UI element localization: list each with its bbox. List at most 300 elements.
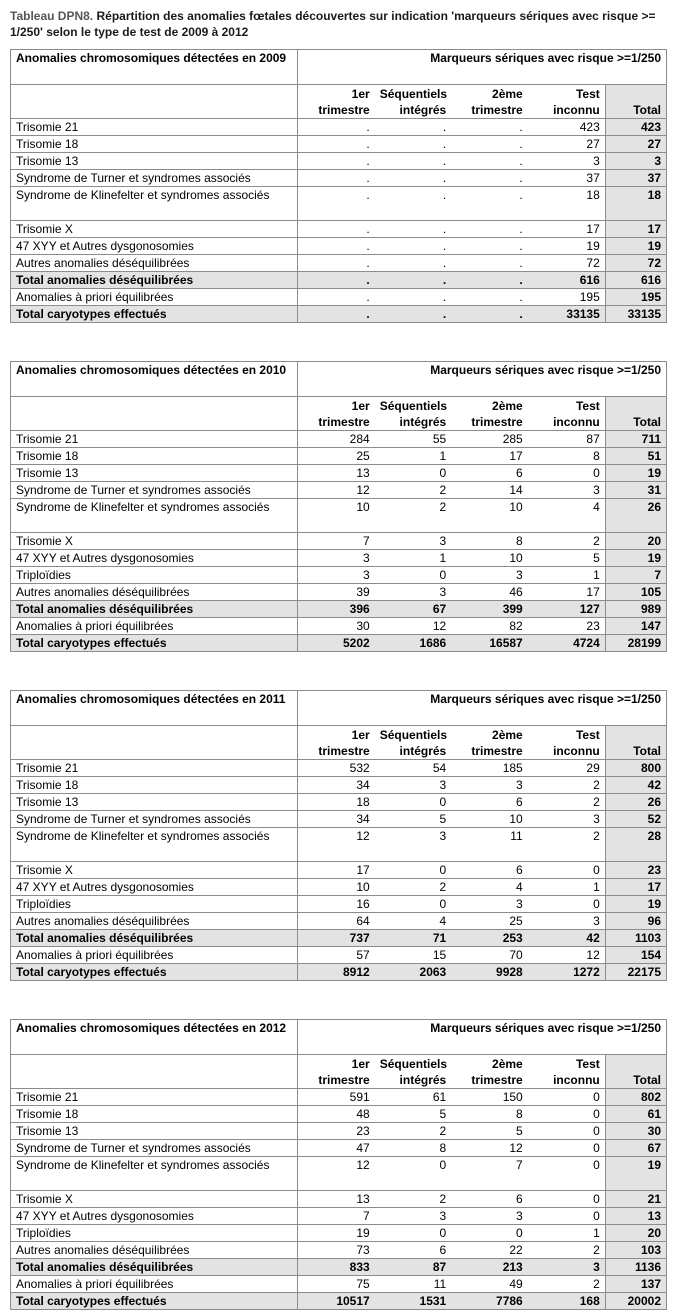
value-cell: 0: [451, 1225, 528, 1242]
value-cell: 25: [297, 448, 375, 465]
empty-header-cell: [11, 1055, 298, 1089]
column-header: Total: [605, 85, 666, 119]
row-label: Total anomalies déséquilibrées: [11, 601, 298, 618]
row-label: Anomalies à priori équilibrées: [11, 1276, 298, 1293]
value-cell: 0: [375, 465, 452, 482]
value-cell: .: [451, 187, 528, 221]
value-cell: 616: [528, 272, 606, 289]
total-cell: 1136: [605, 1259, 666, 1276]
row-label: Trisomie X: [11, 533, 298, 550]
table-row: [11, 272, 667, 289]
row-label: Total anomalies déséquilibrées: [11, 272, 298, 289]
table-row: [11, 828, 667, 862]
total-cell: 137: [605, 1276, 666, 1293]
row-label: Trisomie 21: [11, 760, 298, 777]
total-cell: 19: [605, 465, 666, 482]
total-cell: 26: [605, 794, 666, 811]
value-cell: 27: [528, 136, 606, 153]
value-cell: 10: [451, 499, 528, 533]
table-row: [11, 811, 667, 828]
total-cell: 37: [605, 170, 666, 187]
value-cell: 61: [375, 1089, 452, 1106]
header-row: [11, 362, 667, 397]
value-cell: 195: [528, 289, 606, 306]
value-cell: 3: [528, 1259, 606, 1276]
value-cell: 5: [451, 1123, 528, 1140]
row-label: Syndrome de Klinefelter et syndromes associés: [11, 1157, 298, 1191]
total-cell: 19: [605, 238, 666, 255]
value-cell: 6: [451, 794, 528, 811]
table-row: [11, 289, 667, 306]
value-cell: 6: [451, 1191, 528, 1208]
row-label: Trisomie 18: [11, 448, 298, 465]
table-row: [11, 431, 667, 448]
row-label: Trisomie 21: [11, 431, 298, 448]
value-cell: 75: [297, 1276, 375, 1293]
total-cell: 19: [605, 896, 666, 913]
value-cell: 10: [451, 811, 528, 828]
value-cell: 2: [528, 1276, 606, 1293]
value-cell: 23: [297, 1123, 375, 1140]
value-cell: .: [375, 306, 452, 323]
total-cell: 31: [605, 482, 666, 499]
value-cell: 396: [297, 601, 375, 618]
row-label: Trisomie 13: [11, 794, 298, 811]
value-cell: 73: [297, 1242, 375, 1259]
table-row: [11, 1225, 667, 1242]
value-cell: .: [297, 272, 375, 289]
column-header: Total: [605, 1055, 666, 1089]
value-cell: 591: [297, 1089, 375, 1106]
column-header-row: [11, 85, 667, 119]
value-cell: 29: [528, 760, 606, 777]
total-cell: 17: [605, 879, 666, 896]
column-header: Séquentiels intégrés: [375, 85, 452, 119]
value-cell: 1686: [375, 635, 452, 652]
value-cell: 12: [297, 828, 375, 862]
value-cell: 2: [528, 777, 606, 794]
value-cell: 16587: [451, 635, 528, 652]
value-cell: 8: [375, 1140, 452, 1157]
row-label: Trisomie 13: [11, 153, 298, 170]
value-cell: 1: [528, 567, 606, 584]
total-cell: 22175: [605, 964, 666, 981]
column-header-row: [11, 726, 667, 760]
value-cell: 4: [528, 499, 606, 533]
value-cell: 127: [528, 601, 606, 618]
empty-header-cell: [11, 397, 298, 431]
row-label: Total caryotypes effectués: [11, 635, 298, 652]
value-cell: 737: [297, 930, 375, 947]
value-cell: 399: [451, 601, 528, 618]
table-row: [11, 777, 667, 794]
value-cell: 15: [375, 947, 452, 964]
row-label: Trisomie 18: [11, 1106, 298, 1123]
value-cell: 3: [528, 153, 606, 170]
column-header: Test inconnu: [528, 397, 606, 431]
value-cell: 150: [451, 1089, 528, 1106]
table-row: [11, 618, 667, 635]
total-cell: 42: [605, 777, 666, 794]
row-label: Triploïdies: [11, 567, 298, 584]
total-cell: 23: [605, 862, 666, 879]
row-label: Trisomie X: [11, 1191, 298, 1208]
table-row: [11, 794, 667, 811]
value-cell: 7: [297, 533, 375, 550]
value-cell: 3: [297, 550, 375, 567]
table-row: [11, 1259, 667, 1276]
row-label: Trisomie 18: [11, 777, 298, 794]
value-cell: 0: [528, 465, 606, 482]
total-cell: 96: [605, 913, 666, 930]
value-cell: 0: [375, 896, 452, 913]
total-cell: 103: [605, 1242, 666, 1259]
total-cell: 18: [605, 187, 666, 221]
value-cell: 12: [451, 1140, 528, 1157]
table-row: [11, 499, 667, 533]
value-cell: 18: [297, 794, 375, 811]
value-cell: 71: [375, 930, 452, 947]
row-label: Trisomie 13: [11, 1123, 298, 1140]
row-label: Trisomie 13: [11, 465, 298, 482]
value-cell: 48: [297, 1106, 375, 1123]
value-cell: .: [451, 221, 528, 238]
group-header: Marqueurs sériques avec risque >=1/250: [297, 362, 666, 397]
table-row: [11, 482, 667, 499]
value-cell: .: [297, 221, 375, 238]
row-label: Total anomalies déséquilibrées: [11, 1259, 298, 1276]
table-row: [11, 635, 667, 652]
value-cell: .: [297, 255, 375, 272]
value-cell: 3: [375, 777, 452, 794]
value-cell: 10: [451, 550, 528, 567]
total-cell: 30: [605, 1123, 666, 1140]
table-row: [11, 1123, 667, 1140]
value-cell: 0: [528, 1208, 606, 1225]
value-cell: 12: [297, 1157, 375, 1191]
value-cell: 5: [528, 550, 606, 567]
total-cell: 154: [605, 947, 666, 964]
value-cell: 8: [451, 1106, 528, 1123]
value-cell: 2: [528, 828, 606, 862]
total-cell: 20: [605, 1225, 666, 1242]
row-label: Syndrome de Klinefelter et syndromes associés: [11, 828, 298, 862]
table-row: [11, 1157, 667, 1191]
value-cell: 1: [375, 550, 452, 567]
value-cell: 2: [528, 533, 606, 550]
total-cell: 28: [605, 828, 666, 862]
value-cell: 11: [375, 1276, 452, 1293]
value-cell: 0: [375, 1157, 452, 1191]
value-cell: 16: [297, 896, 375, 913]
table-row: [11, 964, 667, 981]
value-cell: 2: [375, 499, 452, 533]
value-cell: 33135: [528, 306, 606, 323]
row-label: Syndrome de Turner et syndromes associés: [11, 170, 298, 187]
table-row: [11, 465, 667, 482]
value-cell: 1: [375, 448, 452, 465]
column-header: 2ème trimestre: [451, 726, 528, 760]
value-cell: 46: [451, 584, 528, 601]
value-cell: .: [375, 272, 452, 289]
column-header: Test inconnu: [528, 726, 606, 760]
value-cell: 2: [375, 879, 452, 896]
row-label: Anomalies à priori équilibrées: [11, 618, 298, 635]
table-heading: Anomalies chromosomiques détectées en 2011: [11, 691, 298, 726]
table-2009: [10, 49, 667, 323]
table-row: [11, 947, 667, 964]
value-cell: 34: [297, 777, 375, 794]
column-header: 2ème trimestre: [451, 85, 528, 119]
value-cell: 30: [297, 618, 375, 635]
table-row: [11, 862, 667, 879]
table-heading: Anomalies chromosomiques détectées en 2012: [11, 1020, 298, 1055]
value-cell: 1: [528, 1225, 606, 1242]
value-cell: .: [375, 119, 452, 136]
column-header-row: [11, 397, 667, 431]
value-cell: 2: [375, 1123, 452, 1140]
value-cell: .: [297, 153, 375, 170]
row-label: Syndrome de Klinefelter et syndromes associés: [11, 499, 298, 533]
total-cell: 802: [605, 1089, 666, 1106]
value-cell: .: [375, 153, 452, 170]
table-row: [11, 119, 667, 136]
value-cell: 168: [528, 1293, 606, 1310]
total-cell: 616: [605, 272, 666, 289]
value-cell: 0: [528, 862, 606, 879]
value-cell: 13: [297, 465, 375, 482]
value-cell: 3: [375, 533, 452, 550]
table-row: [11, 760, 667, 777]
total-cell: 989: [605, 601, 666, 618]
table-heading: Anomalies chromosomiques détectées en 2010: [11, 362, 298, 397]
value-cell: .: [297, 289, 375, 306]
value-cell: 0: [528, 1106, 606, 1123]
total-cell: 67: [605, 1140, 666, 1157]
value-cell: 87: [375, 1259, 452, 1276]
table-2011: [10, 690, 667, 981]
column-header: Séquentiels intégrés: [375, 726, 452, 760]
value-cell: 213: [451, 1259, 528, 1276]
total-cell: 51: [605, 448, 666, 465]
table-row: [11, 255, 667, 272]
value-cell: 42: [528, 930, 606, 947]
value-cell: 3: [375, 584, 452, 601]
value-cell: 57: [297, 947, 375, 964]
row-label: Triploïdies: [11, 896, 298, 913]
total-cell: 52: [605, 811, 666, 828]
total-cell: 105: [605, 584, 666, 601]
column-header: 1er trimestre: [297, 1055, 375, 1089]
table-row: [11, 1140, 667, 1157]
group-header: Marqueurs sériques avec risque >=1/250: [297, 691, 666, 726]
table-row: [11, 153, 667, 170]
table-heading: Anomalies chromosomiques détectées en 2009: [11, 50, 298, 85]
row-label: Syndrome de Turner et syndromes associés: [11, 482, 298, 499]
row-label: Total caryotypes effectués: [11, 306, 298, 323]
row-label: 47 XYY et Autres dysgonosomies: [11, 238, 298, 255]
column-header: 1er trimestre: [297, 85, 375, 119]
column-header: Test inconnu: [528, 1055, 606, 1089]
total-cell: 800: [605, 760, 666, 777]
header-row: [11, 50, 667, 85]
row-label: Anomalies à priori équilibrées: [11, 947, 298, 964]
value-cell: 0: [375, 1225, 452, 1242]
value-cell: 72: [528, 255, 606, 272]
value-cell: 3: [375, 1208, 452, 1225]
table-row: [11, 1242, 667, 1259]
row-label: Trisomie X: [11, 862, 298, 879]
value-cell: 0: [375, 862, 452, 879]
total-cell: 7: [605, 567, 666, 584]
total-cell: 1103: [605, 930, 666, 947]
column-header: Total: [605, 397, 666, 431]
value-cell: 25: [451, 913, 528, 930]
value-cell: 7786: [451, 1293, 528, 1310]
table-row: [11, 1191, 667, 1208]
total-cell: 195: [605, 289, 666, 306]
value-cell: 34: [297, 811, 375, 828]
table-2012: [10, 1019, 667, 1310]
value-cell: 3: [528, 482, 606, 499]
value-cell: 12: [528, 947, 606, 964]
total-cell: 711: [605, 431, 666, 448]
row-label: 47 XYY et Autres dysgonosomies: [11, 879, 298, 896]
value-cell: 2: [375, 1191, 452, 1208]
table-row: [11, 448, 667, 465]
value-cell: 11: [451, 828, 528, 862]
value-cell: 3: [451, 777, 528, 794]
value-cell: 4724: [528, 635, 606, 652]
column-header-row: [11, 1055, 667, 1089]
value-cell: 4: [375, 913, 452, 930]
value-cell: 423: [528, 119, 606, 136]
value-cell: 3: [451, 1208, 528, 1225]
value-cell: 0: [528, 1157, 606, 1191]
value-cell: 833: [297, 1259, 375, 1276]
row-label: Autres anomalies déséquilibrées: [11, 255, 298, 272]
value-cell: .: [375, 187, 452, 221]
table-row: [11, 306, 667, 323]
value-cell: 12: [375, 618, 452, 635]
table-row: [11, 1293, 667, 1310]
value-cell: 0: [375, 567, 452, 584]
value-cell: 19: [297, 1225, 375, 1242]
row-label: Autres anomalies déséquilibrées: [11, 913, 298, 930]
value-cell: 5: [375, 811, 452, 828]
value-cell: 284: [297, 431, 375, 448]
value-cell: .: [375, 238, 452, 255]
value-cell: 18: [528, 187, 606, 221]
row-label: Trisomie X: [11, 221, 298, 238]
value-cell: 5202: [297, 635, 375, 652]
value-cell: 10: [297, 879, 375, 896]
header-row: [11, 691, 667, 726]
table-row: [11, 221, 667, 238]
value-cell: 6: [451, 862, 528, 879]
value-cell: 7: [451, 1157, 528, 1191]
empty-header-cell: [11, 726, 298, 760]
value-cell: 47: [297, 1140, 375, 1157]
header-row: [11, 1020, 667, 1055]
table-row: [11, 930, 667, 947]
value-cell: 10517: [297, 1293, 375, 1310]
value-cell: 8912: [297, 964, 375, 981]
column-header: Séquentiels intégrés: [375, 1055, 452, 1089]
value-cell: 22: [451, 1242, 528, 1259]
table-row: [11, 1089, 667, 1106]
table-2010: [10, 361, 667, 652]
table-row: [11, 1208, 667, 1225]
total-cell: 20002: [605, 1293, 666, 1310]
total-cell: 20: [605, 533, 666, 550]
value-cell: .: [297, 136, 375, 153]
value-cell: 3: [528, 811, 606, 828]
value-cell: 0: [375, 794, 452, 811]
total-cell: 423: [605, 119, 666, 136]
value-cell: 0: [528, 1191, 606, 1208]
row-label: Triploïdies: [11, 1225, 298, 1242]
value-cell: 8: [528, 448, 606, 465]
value-cell: .: [297, 187, 375, 221]
column-header: 1er trimestre: [297, 726, 375, 760]
value-cell: 3: [297, 567, 375, 584]
total-cell: 17: [605, 221, 666, 238]
row-label: Total caryotypes effectués: [11, 964, 298, 981]
table-row: [11, 238, 667, 255]
total-cell: 26: [605, 499, 666, 533]
row-label: Total caryotypes effectués: [11, 1293, 298, 1310]
value-cell: 19: [528, 238, 606, 255]
value-cell: 285: [451, 431, 528, 448]
row-label: Syndrome de Klinefelter et syndromes associés: [11, 187, 298, 221]
column-header: 2ème trimestre: [451, 1055, 528, 1089]
value-cell: 1: [528, 879, 606, 896]
column-header: Séquentiels intégrés: [375, 397, 452, 431]
value-cell: 7: [297, 1208, 375, 1225]
value-cell: .: [297, 306, 375, 323]
table-row: [11, 584, 667, 601]
value-cell: 17: [528, 584, 606, 601]
value-cell: 3: [451, 896, 528, 913]
table-row: [11, 601, 667, 618]
title-lead: Tableau DPN8.: [10, 9, 94, 23]
value-cell: 70: [451, 947, 528, 964]
value-cell: .: [297, 170, 375, 187]
value-cell: 3: [375, 828, 452, 862]
group-header: Marqueurs sériques avec risque >=1/250: [297, 50, 666, 85]
row-label: Total anomalies déséquilibrées: [11, 930, 298, 947]
value-cell: 9928: [451, 964, 528, 981]
table-row: [11, 187, 667, 221]
value-cell: .: [375, 221, 452, 238]
value-cell: .: [451, 238, 528, 255]
total-cell: 19: [605, 1157, 666, 1191]
value-cell: 82: [451, 618, 528, 635]
total-cell: 13: [605, 1208, 666, 1225]
title-text: Répartition des anomalies fœtales découvertes sur indication 'marqueurs sériques avec risque >= 1/250' selon le type de test de 2009 à 2012: [10, 9, 656, 39]
total-cell: 27: [605, 136, 666, 153]
value-cell: 49: [451, 1276, 528, 1293]
value-cell: 10: [297, 499, 375, 533]
value-cell: 6: [451, 465, 528, 482]
table-row: [11, 136, 667, 153]
value-cell: 13: [297, 1191, 375, 1208]
table-row: [11, 1276, 667, 1293]
value-cell: .: [451, 255, 528, 272]
total-cell: 19: [605, 550, 666, 567]
row-label: Trisomie 18: [11, 136, 298, 153]
